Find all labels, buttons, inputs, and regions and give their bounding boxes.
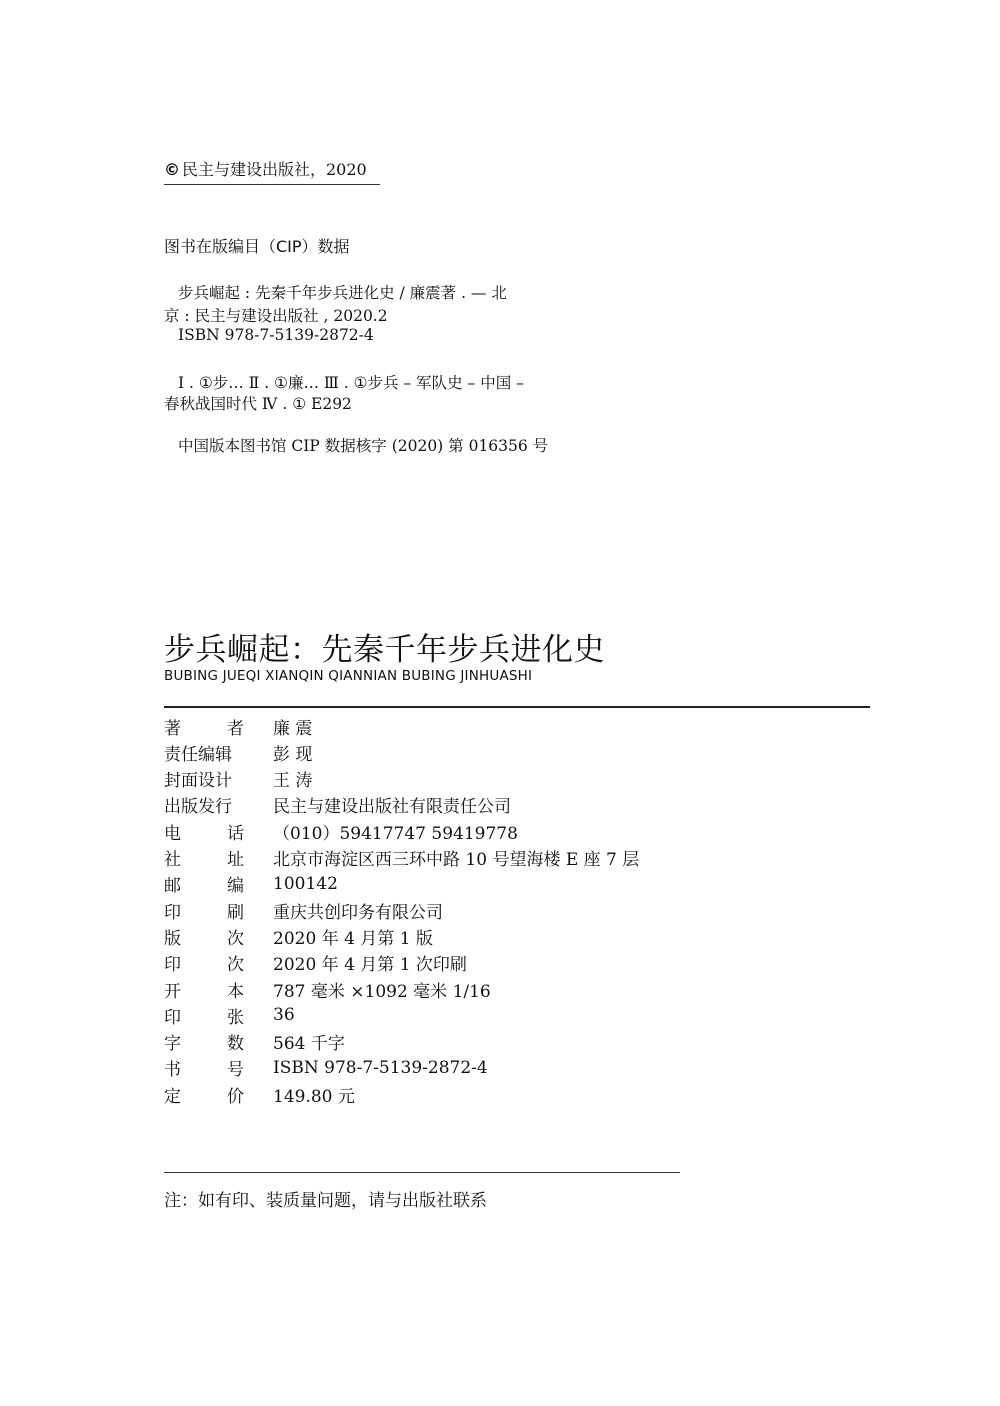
detail-label: 出版发行 xyxy=(164,797,232,818)
book-title: 步兵崛起：先秦千年步兵进化史 xyxy=(164,632,605,668)
detail-value: 2020 年 4 月第 1 版 xyxy=(273,928,433,949)
detail-value: 787 毫米 ×1092 毫米 1/16 xyxy=(273,981,491,1002)
detail-value: 民主与建设出版社有限责任公司 xyxy=(273,797,511,818)
detail-label: 著 者 xyxy=(164,718,244,739)
detail-row xyxy=(164,792,511,818)
detail-value: 王 涛 xyxy=(273,771,313,792)
detail-label: 责任编辑 xyxy=(164,744,232,765)
detail-label: 印 张 xyxy=(164,1007,244,1028)
detail-value: 彭 现 xyxy=(273,744,313,765)
detail-label: 电 话 xyxy=(164,823,244,844)
detail-label: 书 号 xyxy=(164,1060,244,1081)
detail-label: 社 址 xyxy=(164,850,244,870)
detail-value: 100142 xyxy=(273,873,338,894)
detail-label: 字 数 xyxy=(164,1034,244,1055)
detail-row xyxy=(164,1002,295,1028)
cip-line: 中国版本图书馆 CIP 数据核字 (2020) 第 016356 号 xyxy=(178,437,549,455)
detail-value: 重庆共创印务有限公司 xyxy=(273,902,443,923)
cip-line: Ⅰ . ①步… Ⅱ . ①廉… Ⅲ . ①步兵 – 军队史 – 中国 – xyxy=(178,374,524,392)
detail-value: 36 xyxy=(273,1005,295,1026)
detail-label: 定 价 xyxy=(164,1086,244,1107)
title-divider xyxy=(164,706,870,708)
cip-line: 京 : 民主与建设出版社 , 2020.2 xyxy=(164,307,388,325)
detail-label: 印 刷 xyxy=(164,902,244,923)
note-divider xyxy=(164,1172,680,1173)
copyright-line xyxy=(164,157,367,180)
detail-label: 版 次 xyxy=(164,928,244,949)
detail-label: 开 本 xyxy=(164,981,244,1002)
copyright-text: 民主与建设出版社，2020 xyxy=(182,160,367,179)
detail-label: 封面设计 xyxy=(164,771,232,792)
detail-row xyxy=(164,739,313,765)
detail-label: 邮 编 xyxy=(164,876,244,897)
detail-value: 2020 年 4 月第 1 次印刷 xyxy=(273,955,467,976)
detail-row xyxy=(164,1081,355,1107)
detail-row xyxy=(164,1029,345,1055)
detail-row xyxy=(164,766,313,792)
detail-value: 564 千字 xyxy=(273,1034,345,1055)
detail-row xyxy=(164,871,338,897)
detail-row xyxy=(164,950,467,976)
detail-row xyxy=(164,897,443,923)
copyright-symbol: © xyxy=(164,160,180,179)
detail-label: 印 次 xyxy=(164,955,244,976)
detail-value: 149.80 元 xyxy=(273,1086,355,1107)
detail-row xyxy=(164,713,313,739)
detail-row xyxy=(164,818,518,844)
detail-row xyxy=(164,1055,488,1081)
cip-heading: 图书在版编目（CIP）数据 xyxy=(164,237,350,256)
cip-line: 步兵崛起 : 先秦千年步兵进化史 / 廉震著 . — 北 xyxy=(178,284,507,302)
detail-row xyxy=(164,845,640,871)
detail-value: （010）59417747 59419778 xyxy=(273,823,518,844)
copyright-divider xyxy=(164,184,380,185)
quality-note: 注：如有印、装质量问题，请与出版社联系 xyxy=(164,1191,487,1211)
detail-value: ISBN 978-7-5139-2872-4 xyxy=(273,1057,488,1078)
cip-line: ISBN 978-7-5139-2872-4 xyxy=(178,326,374,344)
book-title-pinyin: BUBING JUEQI XIANQIN QIANNIAN BUBING JINHUASHI xyxy=(164,668,533,684)
detail-row xyxy=(164,976,491,1002)
detail-value: 廉 震 xyxy=(273,718,313,739)
detail-value: 北京市海淀区西三环中路 10 号望海楼 E 座 7 层 xyxy=(273,850,640,870)
detail-row xyxy=(164,923,433,949)
cip-line: 春秋战国时代 Ⅳ . ① E292 xyxy=(164,395,352,413)
